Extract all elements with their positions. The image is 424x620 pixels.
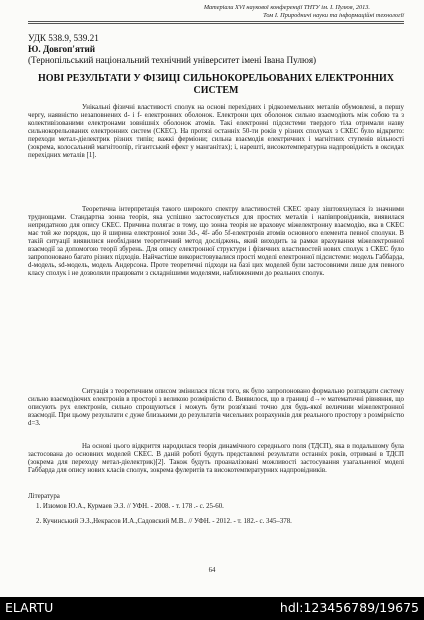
author-name: Ю. Довгоп'ятий xyxy=(28,44,96,54)
page-number: 64 xyxy=(208,567,216,574)
repository-name: ELARTU xyxy=(5,600,54,615)
body-paragraph: Теоретична інтерпретація такого широкого спектру властивостей СКЕС зразу зіштовхнулася із значними труднощами. Стандартна зонна теорія, яка успішно застосовується для простих металів і напівпровідників, виявилася непридатною для опису СКЕС. Причина полягає в тому, що зонна теорія не враховує міжелектронну взаємодію, яка в СКЕС має той же порядок, що й ширина електронної зони 3d-, 4f- або 5f-електронів атомів основного елемента певної сполуки. В такій ситуації виявилися необхідним теоретичний метод досліджень, який виходить за рамки врахування міжелектронної взаємодії за допомогою теорії збурень. Для опису електронної структури і фізичних властивостей нових сполук з СКЕС було запропоновано багато різних підходів. Найчастіше використовувалися прості моделі електронної підсистеми: модель Габбарда, d-модель, sd-модель, модель Андерсона. Проте теоретичні підходи на базі цих моделей були застосовними лише для певного класу сполук і не дозволяли працювати з складнішими моделями, наближеними до реальних сполук. xyxy=(28,206,404,278)
body-paragraph: Ситуація з теоретичним описом змінилася після того, як було запропоновано формально розглядати систему сильно взаємодіючих електронів в просторі з великою розмірністю d. Виявилося, що в границі d→∞ математичні рівняння, що описують рух електронів, сильно спрощуються і можуть бути розв'язані точно для будь-якої величини міжелектронної взаємодії. При цьому результати є дуже близькими до результатів чисельних розрахунків для реального простору з розмірністю d=3. xyxy=(28,388,404,428)
header-rule-top xyxy=(28,21,404,22)
author-affiliation: (Тернопільський національний технічний університет імені Івана Пулюя) xyxy=(28,55,317,65)
header-rule-bottom xyxy=(28,23,404,24)
references-section xyxy=(28,493,404,532)
reference-item: 2. Кучинський Э.З.,Некрасов И.А.,Садовский М.В.. // УФН. - 2012. - т. 182.- с. 345–378. xyxy=(36,517,292,525)
article-title: НОВІ РЕЗУЛЬТАТИ У ФІЗИЦІ СИЛЬНОКОРЕЛЬОВАНИХ ЕЛЕКТРОННИХ СИСТЕМ xyxy=(37,73,395,96)
footer-bar xyxy=(0,597,424,620)
udk-code: УДК 538.9, 539.21 xyxy=(28,33,99,43)
running-header-conference: Матеріали XVІ наукової конференції ТНТУ ім. І. Пулюя, 2013. xyxy=(203,4,370,11)
handle-identifier: hdl:123456789/19675 xyxy=(279,600,419,615)
references-heading: Література xyxy=(28,493,60,500)
reference-item: 1. Изюмов Ю.А., Курмаев Э.З. // УФН. - 2008. - т. 178 .- с. 25-60. xyxy=(36,503,224,510)
body-paragraph: На основі цього відкриття народилася теорія динамічного середнього поля (ТДСП), яка в подальшому була застосована до основних моделей СКЕС. В даній роботі будуть представлені результати останніх років, отримані в ТДСП (зокрема для переходу метал-діелектрик)[2]. Також будуть проаналізовані можливості застосування узагальненої моделі Габбарда для опису нових класів сполук, зокрема фулеритів та високотемпературних надпровідників. xyxy=(28,443,404,475)
body-paragraph: Унікальні фізичні властивості сполук на основі перехідних і рідкоземельних металів обумовлені, в першу чергу, наявністю незаповнених d- і f- електронних оболонок. Електрони цих оболонок сильно взаємодіють між собою та з колективізованими електронами зовнішніх оболонок атомів. Такі електронні підсистеми твердого тіла отримали назву сильнокорельованих електронних систем (СКЕС). На протязі останніх 50-ти років у різних сполуках з СКЕС було відкрито: переходи метал-діелектрик різних типів; важкі ферміони; сильна взаємодія електричних і магнітних ступенів вільності (зокрема, колосальний магнітоопір, гігантський ефект у манганітах); і, нарешті, високотемпературна надпровідність в оксидах перехідних металів [1]. xyxy=(28,104,404,160)
running-header-volume: Том І. Природничі науки та інформаційні технології xyxy=(263,12,404,19)
